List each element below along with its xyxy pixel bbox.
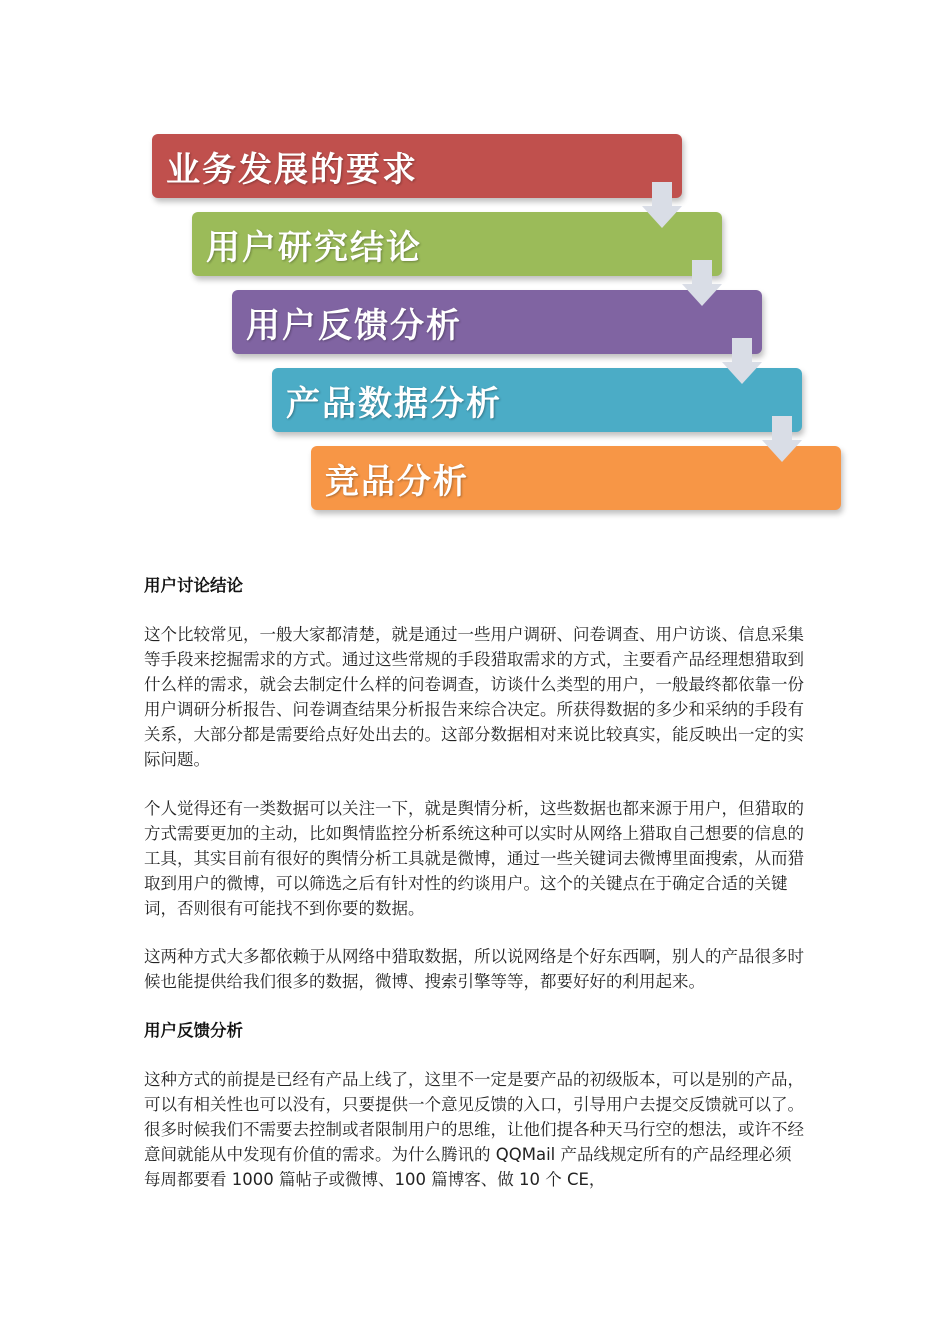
process-diagram — [0, 0, 950, 540]
step-label: 业务发展的要求 — [166, 149, 418, 190]
paragraph — [144, 1067, 804, 1192]
section-heading-user-discussion: 用户讨论结论 — [144, 576, 243, 595]
down-arrow-icon — [762, 416, 802, 464]
down-arrow-icon — [682, 260, 722, 308]
paragraph — [144, 796, 804, 921]
paragraph — [144, 944, 804, 994]
down-arrow-icon — [722, 338, 762, 386]
paragraph-text: 这种方式的前提是已经有产品上线了，这里不一定是要产品的初级版本，可以是别的产品，可以有相关性也可以没有，只要提供一个意见反馈的入口，引导用户去提交反馈就可以了。很多时候我们不需要去控制或者限制用户的思维，让他们提各种天马行空的想法，或许不经意间就能从中发现有价值的需求。为什么腾讯的 QQMail 产品线规定所有的产品经理必须每周都要看 1000 篇帖子或微博、100 篇博客、做 10 个 CE， — [144, 1070, 804, 1189]
section-heading-user-feedback: 用户反馈分析 — [144, 1021, 243, 1040]
down-arrow-icon — [642, 182, 682, 230]
step-label: 用户研究结论 — [206, 227, 422, 268]
paragraph — [144, 622, 804, 772]
step-label: 产品数据分析 — [286, 383, 502, 424]
paragraph-text: 这两种方式大多都依赖于从网络中猎取数据，所以说网络是个好东西啊，别人的产品很多时候也能提供给我们很多的数据，微博、搜索引擎等等，都要好好的利用起来。 — [144, 947, 804, 991]
step-business-requirements — [152, 134, 682, 198]
step-label: 用户反馈分析 — [246, 305, 462, 346]
step-label: 竞品分析 — [325, 461, 469, 502]
paragraph-text: 个人觉得还有一类数据可以关注一下，就是舆情分析，这些数据也都来源于用户，但猎取的方式需要更加的主动，比如舆情监控分析系统这种可以实时从网络上猎取自己想要的信息的工具，其实目前有很好的舆情分析工具就是微博，通过一些关键词去微博里面搜索，从而猎取到用户的微博，可以筛选之后有针对性的约谈用户。这个的关键点在于确定合适的关键词，否则很有可能找不到你要的数据。 — [144, 799, 804, 918]
paragraph-text: 这个比较常见，一般大家都清楚，就是通过一些用户调研、问卷调查、用户访谈、信息采集等手段来挖掘需求的方式。通过这些常规的手段猎取需求的方式，主要看产品经理想猎取到什么样的需求，就会去制定什么样的问卷调查，访谈什么类型的用户，一般最终都依靠一份用户调研分析报告、问卷调查结果分析报告来综合决定。所获得数据的多少和采纳的手段有关系，大部分都是需要给点好处出去的。这部分数据相对来说比较真实，能反映出一定的实际问题。 — [144, 625, 804, 769]
